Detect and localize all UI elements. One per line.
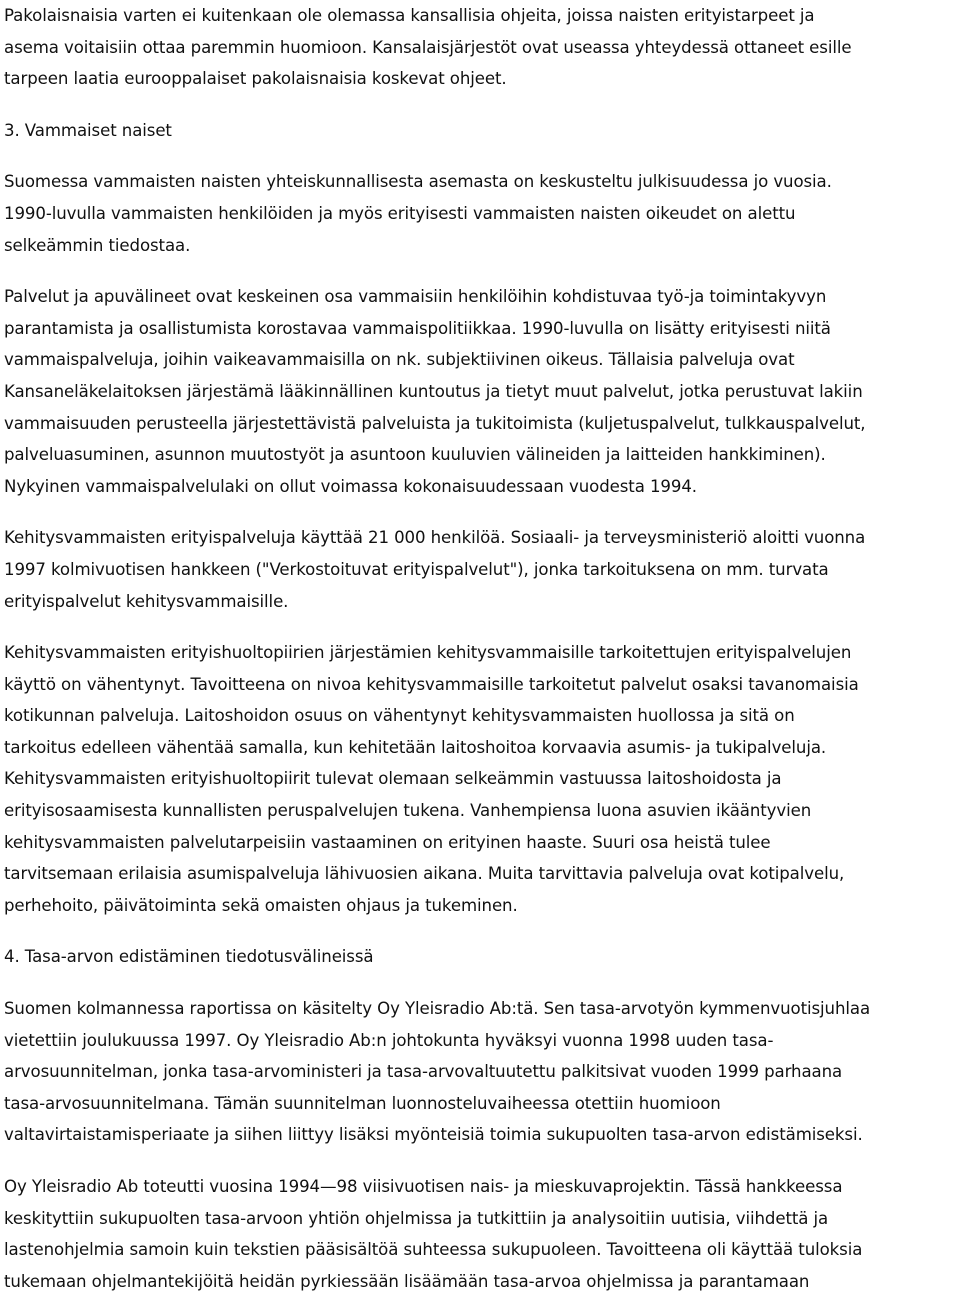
text-line: erityisosaamisesta kunnallisten peruspalvelujen tukena. Vanhempiensa luona asuvien ikääntyvien [4, 801, 812, 821]
section-4-paragraph-1 [4, 993, 956, 1151]
paragraph-spacer [4, 95, 956, 115]
paragraph-spacer [4, 146, 956, 166]
paragraph-spacer [4, 921, 956, 941]
text-line: 1990-luvulla vammaisten henkilöiden ja myös erityisesti vammaisten naisten oikeudet on alettu [4, 203, 796, 223]
intro-paragraph [4, 0, 956, 95]
text-line: Suomen kolmannessa raportissa on käsitelty Oy Yleisradio Ab:tä. Sen tasa-arvotyön kymmenvuotisjuhlaa [4, 999, 871, 1019]
text-line: arvosuunnitelman, jonka tasa-arvoministeri ja tasa-arvovaltuutettu palkitsivat vuoden 1999 parhaana [4, 1062, 843, 1082]
text-line: tarvitsemaan erilaisia asumispalveluja lähivuosien aikana. Muita tarvittavia palveluja ovat kotipalvelu, [4, 864, 845, 884]
text-line: Kehitysvammaisten erityishuoltopiirit tulevat olemaan selkeämmin vastuussa laitoshoidosta ja [4, 769, 782, 789]
text-line: Kehitysvammaisten erityispalveluja käyttää 21 000 henkilöä. Sosiaali- ja terveysministeriö aloitti vuonna [4, 528, 866, 548]
text-line: Nykyinen vammaispalvelulaki on ollut voimassa kokonaisuudessaan vuodesta 1994. [4, 476, 697, 496]
text-line: perhehoito, päivätoiminta sekä omaisten ohjaus ja tukeminen. [4, 895, 518, 915]
text-line: Suomessa vammaisten naisten yhteiskunnallisesta asemasta on keskusteltu julkisuudessa jo vuosia. [4, 172, 832, 192]
section-3-paragraph-1 [4, 166, 956, 261]
text-line: keskityttiin sukupuolten tasa-arvoon yhtiön ohjelmissa ja tutkittiin ja analysoitiin uutisia, viihdettä ja [4, 1208, 829, 1228]
paragraph-spacer [4, 1151, 956, 1171]
paragraph-spacer [4, 261, 956, 281]
text-line: 1997 kolmivuotisen hankkeen ("Verkostoituvat erityispalvelut"), jonka tarkoituksena on mm. turvata [4, 559, 829, 579]
text-line: Kansaneläkelaitoksen järjestämä lääkinnällinen kuntoutus ja tietyt muut palvelut, jotka perustuvat lakiin [4, 381, 863, 401]
paragraph-spacer [4, 502, 956, 522]
text-line: selkeämmin tiedostaa. [4, 235, 191, 255]
text-line: asema voitaisiin ottaa paremmin huomioon. Kansalaisjärjestöt ovat useassa yhteydessä ottaneet esille [4, 37, 852, 57]
text-line: Oy Yleisradio Ab toteutti vuosina 1994—98 viisivuotisen nais- ja mieskuvaprojektin. Tässä hankkeessa [4, 1177, 843, 1196]
text-line: kotikunnan palveluja. Laitoshoidon osuus on vähentynyt kehitysvammaisten huollossa ja sitä on [4, 706, 795, 726]
text-line: tukemaan ohjelmantekijöitä heidän pyrkiessään lisäämään tasa-arvoa ohjelmissa ja parantamaan [4, 1271, 810, 1291]
section-3-paragraph-3 [4, 522, 956, 617]
text-line: tasa-arvosuunnitelmana. Tämän suunnitelman luonnosteluvaiheessa otettiin huomioon [4, 1093, 721, 1113]
section-3-paragraph-2 [4, 281, 956, 502]
text-line: Pakolaisnaisia varten ei kuitenkaan ole olemassa kansallisia ohjeita, joissa naisten erityistarpeet ja [4, 6, 815, 25]
section-3-heading: 3. Vammaiset naiset [4, 120, 172, 140]
text-line: Kehitysvammaisten erityishuoltopiirien järjestämien kehitysvammaisille tarkoitettujen erityispalvelujen [4, 643, 852, 663]
text-line: vammaisuuden perusteella järjestettävistä palveluista ja tukitoimista (kuljetuspalvelut, tulkkauspalvelut, [4, 413, 866, 433]
text-line: erityispalvelut kehitysvammaisille. [4, 591, 289, 611]
text-line: käyttö on vähentynyt. Tavoitteena on nivoa kehitysvammaisille tarkoitetut palvelut osaksi tavanomaisia [4, 674, 859, 694]
paragraph-spacer [4, 617, 956, 637]
text-line: valtavirtaistamisperiaate ja siihen liittyy lisäksi myönteisiä toimia sukupuolten tasa-arvon edistämiseksi. [4, 1125, 863, 1145]
text-line: vietettiin joulukuussa 1997. Oy Yleisradio Ab:n johtokunta hyväksyi vuonna 1998 uuden tasa- [4, 1030, 774, 1050]
section-4-paragraph-2 [4, 1171, 956, 1297]
text-line: Palvelut ja apuvälineet ovat keskeinen osa vammaisiin henkilöihin kohdistuvaa työ-ja toimintakyvyn [4, 287, 827, 307]
document-page [4, 0, 956, 1297]
text-line: parantamista ja osallistumista korostavaa vammaispolitiikkaa. 1990-luvulla on lisätty erityisesti niitä [4, 318, 831, 338]
section-3-paragraph-4 [4, 637, 956, 921]
section-4-heading: 4. Tasa-arvon edistäminen tiedotusvälineissä [4, 947, 374, 967]
text-line: tarkoitus edelleen vähentää samalla, kun kehitetään laitoshoitoa korvaavia asumis- ja tukipalveluja. [4, 737, 827, 757]
text-line: palveluasuminen, asunnon muutostyöt ja asuntoon kuuluvien välineiden ja laitteiden hankkiminen). [4, 445, 826, 465]
text-line: lastenohjelmia samoin kuin tekstien pääsisältöä suhteessa sukupuoleen. Tavoitteena oli käyttää tuloksia [4, 1240, 863, 1260]
text-line: tarpeen laatia eurooppalaiset pakolaisnaisia koskevat ohjeet. [4, 69, 507, 89]
text-line: vammaispalveluja, joihin vaikeavammaisilla on nk. subjektiivinen oikeus. Tällaisia palveluja ovat [4, 350, 795, 370]
paragraph-spacer [4, 973, 956, 993]
text-line: kehitysvammaisten palvelutarpeisiin vastaaminen on erityinen haaste. Suuri osa heistä tulee [4, 832, 771, 852]
